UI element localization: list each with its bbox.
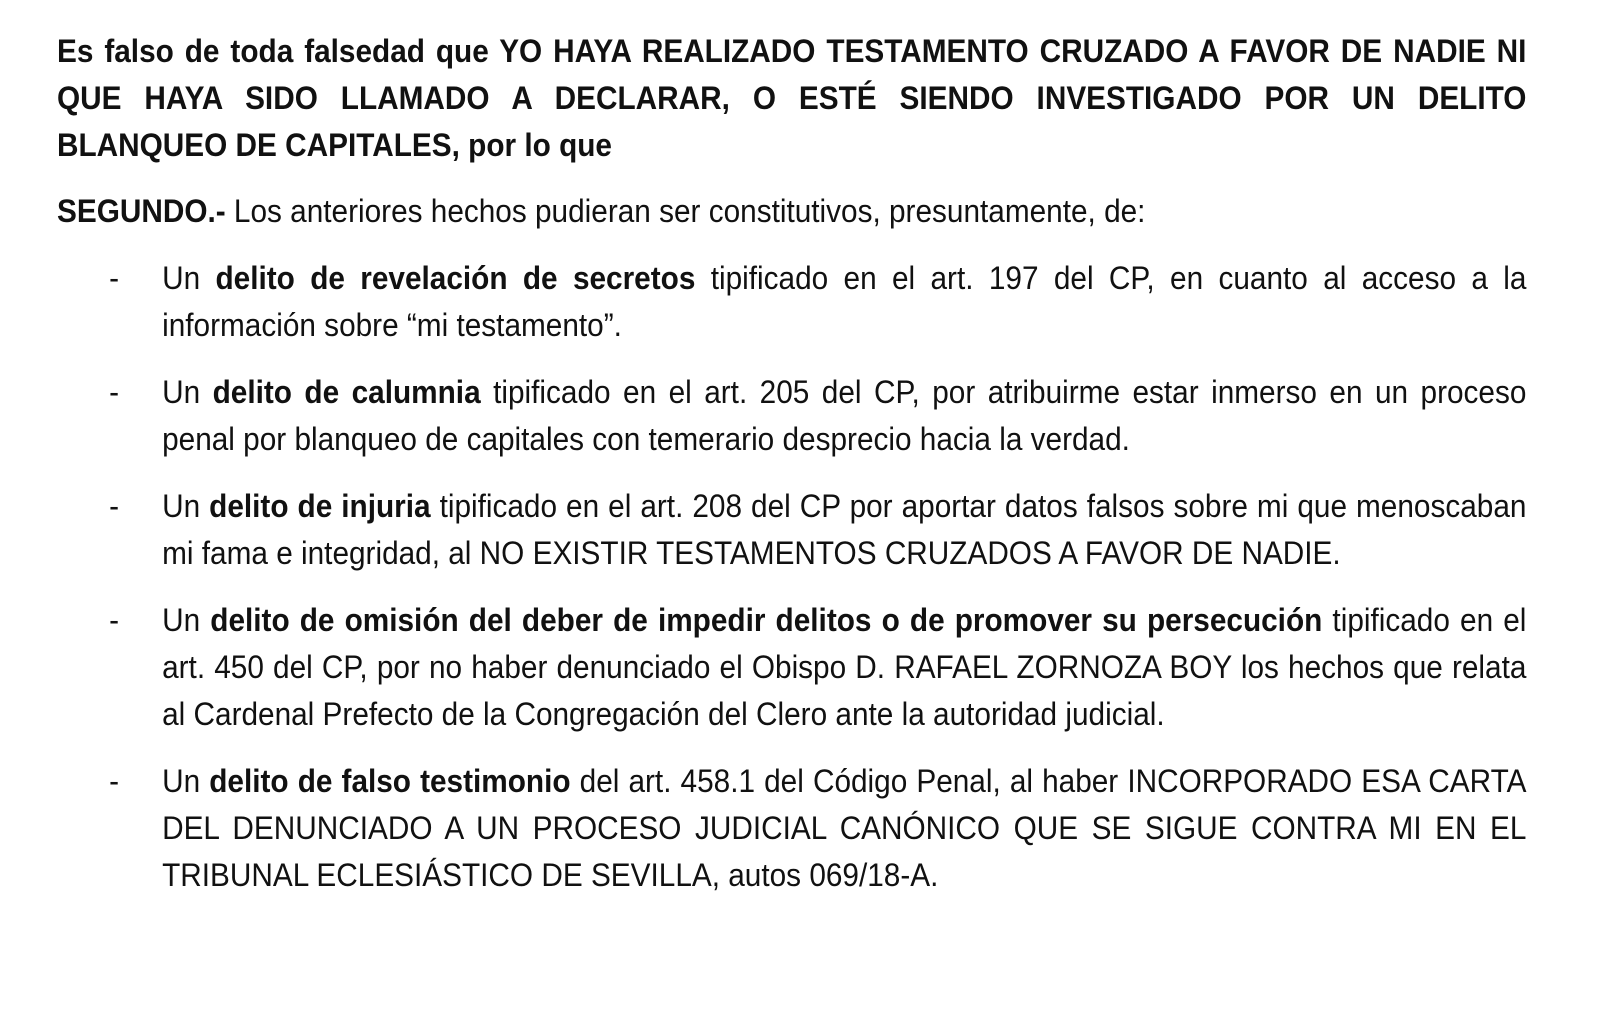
item-pre: Un [162,374,213,410]
list-dash: - [109,602,119,638]
list-item [57,597,1526,738]
document-body [57,28,1527,899]
segundo-paragraph [57,188,1526,235]
list-dash: - [109,374,119,410]
intro-caps: YO HAYA REALIZADO TESTAMENTO CRUZADO A FAVOR DE NADIE NI QUE HAYA SIDO LLAMADO A DECLARAR, O ESTÉ SIENDO INVESTIGADO POR UN DELITO BLANQUEO DE CAPITALES [57,33,1527,163]
intro-tail: , por lo que [451,127,612,163]
item-pre: Un [162,763,210,799]
list-item [57,369,1526,463]
item-offense: delito de falso testimonio [209,763,571,799]
list-dash: - [109,260,119,296]
item-offense: delito de injuria [209,488,431,524]
list-item [57,255,1526,349]
item-offense: delito de omisión del deber de impedir delitos o de promover su persecución [210,602,1323,638]
item-text: tipificado en el art. 205 del CP, por atribuirme estar inmerso en un proceso penal por blanqueo de capitales con temerario desprecio hacia la verdad. [162,374,1527,457]
list-dash: - [109,488,119,524]
item-pre: Un [162,488,210,524]
item-text: del art. 458.1 del Código Penal, al haber INCORPORADO ESA CARTA DEL DENUNCIADO A UN PROCESO JUDICIAL CANÓNICO QUE SE SIGUE CONTRA MI EN EL TRIBUNAL ECLESIÁSTICO DE SEVILLA, autos 069/18-A. [162,763,1527,893]
item-offense: delito de calumnia [212,374,481,410]
item-pre: Un [162,602,211,638]
item-text: tipificado en el art. 197 del CP, en cuanto al acceso a la información sobre “mi testamento”. [162,260,1527,343]
item-text: tipificado en el art. 208 del CP por aportar datos falsos sobre mi que menoscaban mi fama e integridad, al NO EXISTIR TESTAMENTOS CRUZADOS A FAVOR DE NADIE. [162,488,1527,571]
segundo-heading: SEGUNDO.- [57,193,226,229]
list-dash: - [109,763,119,799]
item-pre: Un [162,260,216,296]
intro-lead: Es falso de toda falsedad que [57,33,500,69]
intro-paragraph [57,28,1526,169]
item-offense: delito de revelación de secretos [215,260,696,296]
list-item [57,758,1526,899]
item-text: tipificado en el art. 450 del CP, por no haber denunciado el Obispo D. RAFAEL ZORNOZA BOY los hechos que relata al Cardenal Prefecto de la Congregación del Clero ante la autoridad judicial. [162,602,1527,732]
list-item [57,483,1526,577]
segundo-text: Los anteriores hechos pudieran ser constitutivos, presuntamente, de: [225,193,1146,229]
